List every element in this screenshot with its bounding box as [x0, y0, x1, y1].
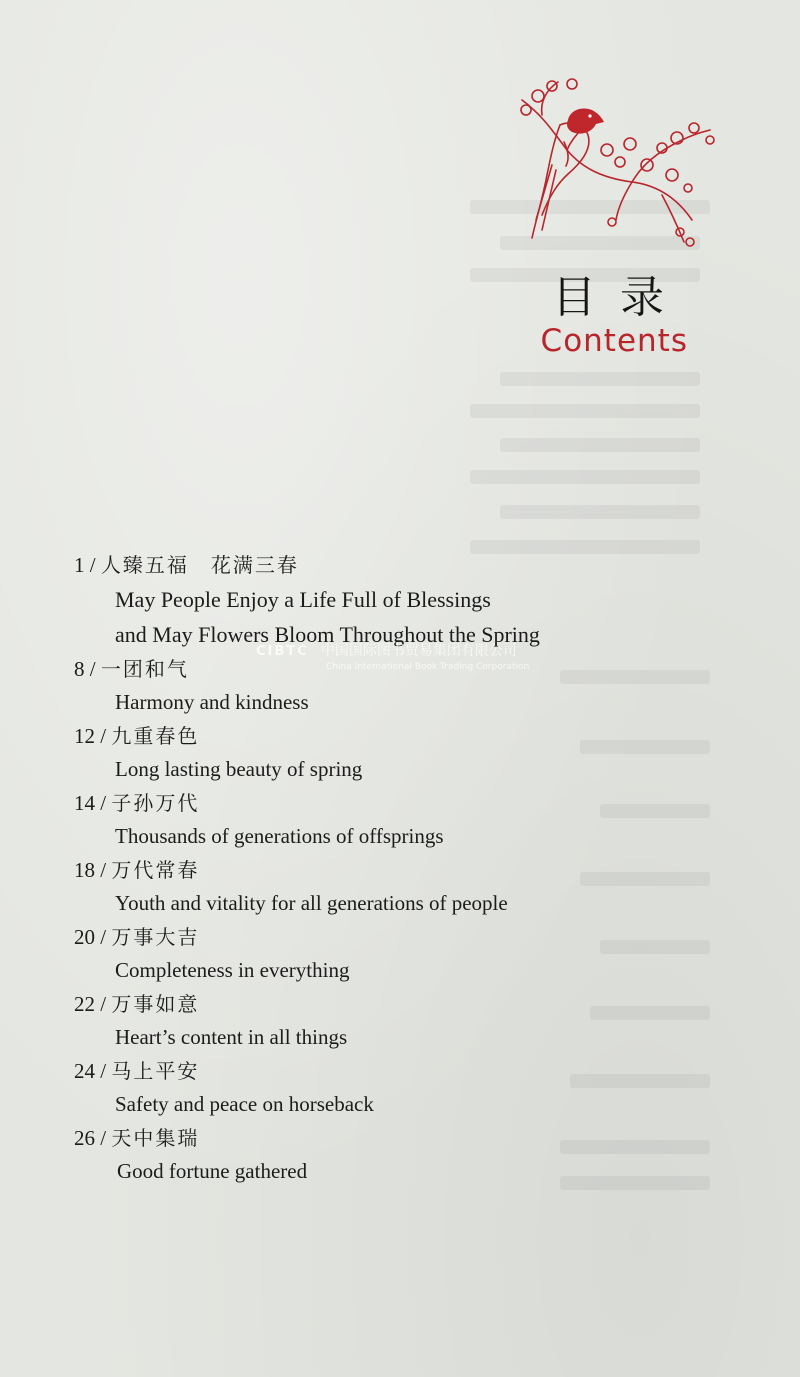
toc-entry[interactable] [74, 1054, 774, 1121]
toc-chinese-title: 子孙万代 [111, 791, 200, 815]
toc-english-title: Harmony and kindness [115, 690, 309, 714]
watermark-chinese: 中国国际图书贸易集团有限公司 [320, 643, 517, 659]
bleed-through-line [500, 505, 700, 519]
bleed-through-line [470, 470, 700, 484]
toc-english-title: Completeness in everything [115, 958, 350, 982]
toc-english-title: Youth and vitality for all generations of people [115, 891, 508, 915]
watermark-english: China International Book Trading Corporation [326, 662, 530, 672]
bleed-through-line [500, 372, 700, 386]
toc-english-title: Long lasting beauty of spring [115, 757, 363, 781]
toc-page-number: 1 / [74, 553, 96, 577]
toc-english-title: Safety and peace on horseback [115, 1092, 374, 1116]
toc-page-number: 26 / [74, 1126, 107, 1150]
toc-english-title: and May Flowers Bloom Throughout the Spring [115, 622, 540, 647]
toc-page-number: 24 / [74, 1059, 107, 1083]
toc-page-number: 22 / [74, 992, 107, 1016]
toc-page-number: 20 / [74, 925, 107, 949]
page-title-chinese: 目录 [552, 272, 688, 323]
toc-chinese-title: 九重春色 [111, 724, 200, 748]
page-title-english: Contents [540, 323, 688, 359]
toc-english-title: May People Enjoy a Life Full of Blessings [115, 587, 491, 612]
toc-entry[interactable] [74, 548, 774, 652]
toc-entry[interactable] [74, 853, 774, 920]
toc-chinese-title: 马上平安 [111, 1059, 200, 1083]
toc-page-number: 8 / [74, 657, 96, 681]
toc-page-number: 18 / [74, 858, 107, 882]
publisher-watermark [256, 640, 529, 672]
bird-on-plum-branch-icon [512, 70, 717, 255]
toc-english-title: Good fortune gathered [117, 1159, 308, 1183]
toc-chinese-title: 人臻五福 花满三春 [100, 553, 299, 577]
toc-chinese-title: 一团和气 [100, 657, 189, 681]
toc-entry[interactable] [74, 1121, 774, 1188]
toc-page-number: 14 / [74, 791, 107, 815]
toc-entry[interactable] [74, 920, 774, 987]
toc-english-title: Thousands of generations of offsprings [115, 824, 444, 848]
toc-chinese-title: 天中集瑞 [111, 1126, 200, 1150]
watermark-logo: CIBTC [256, 644, 309, 659]
bleed-through-line [470, 404, 700, 418]
toc-chinese-title: 万事如意 [111, 992, 200, 1016]
toc-chinese-title: 万事大吉 [111, 925, 200, 949]
toc-english-title: Heart’s content in all things [115, 1025, 348, 1049]
toc-page-number: 12 / [74, 724, 107, 748]
toc-entry[interactable] [74, 987, 774, 1054]
toc-chinese-title: 万代常春 [111, 858, 200, 882]
toc-entry[interactable] [74, 719, 774, 786]
toc-entry[interactable] [74, 786, 774, 853]
bleed-through-line [500, 438, 700, 452]
